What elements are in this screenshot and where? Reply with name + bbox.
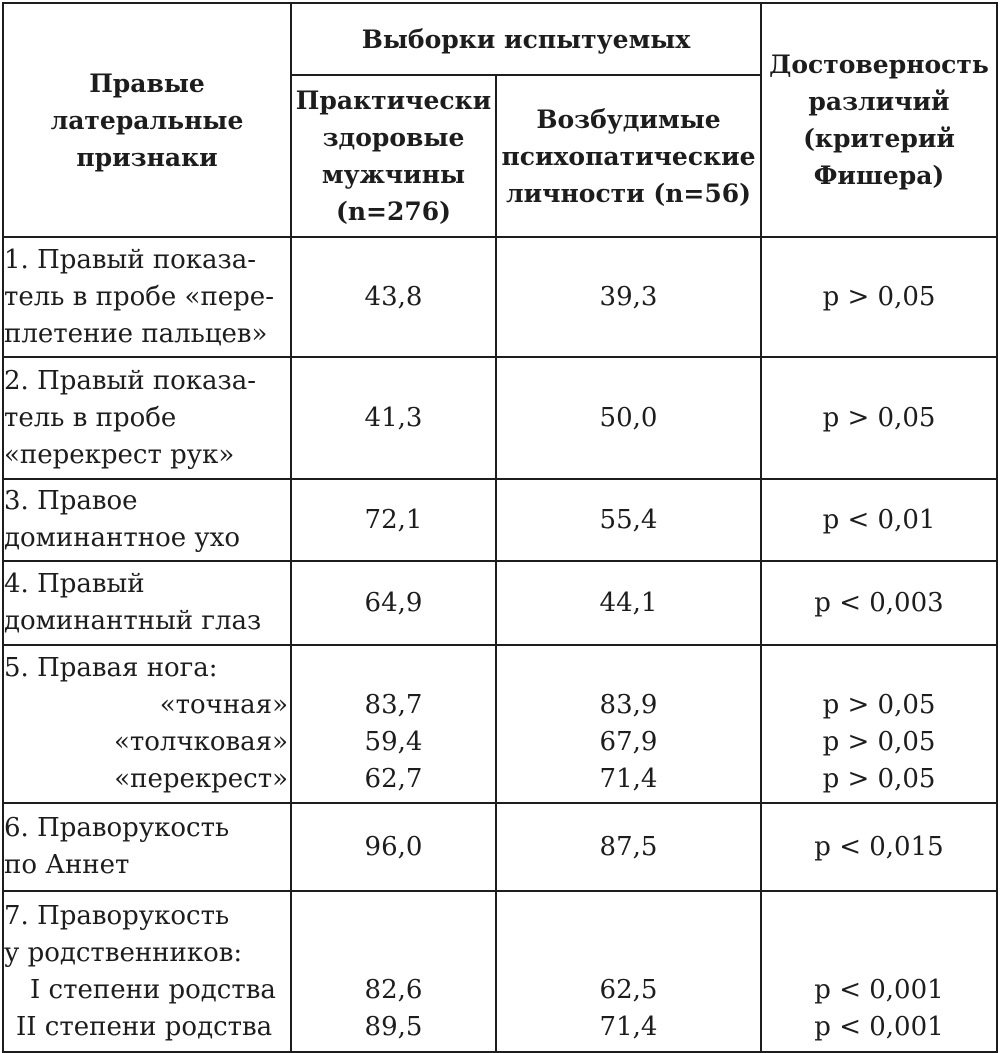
- cell-value: 83,7: [364, 690, 423, 720]
- sub-label: «перекрест»: [114, 764, 288, 794]
- table-row: [3, 645, 997, 803]
- significance-value: p > 0,05: [761, 357, 997, 479]
- table-row: [3, 479, 997, 561]
- cell-value: 83,9: [599, 690, 658, 720]
- row-label: [3, 645, 291, 803]
- significance-value: [761, 645, 997, 803]
- table-row: [3, 561, 997, 645]
- label-line: плетение пальцев»: [4, 318, 268, 349]
- header-text: Возбудимые: [536, 104, 721, 134]
- header-row-1: [3, 3, 997, 75]
- label-line: по Аннет: [4, 850, 130, 880]
- psycho-value: 55,4: [496, 479, 761, 561]
- label-line: тель в пробе «пере-: [4, 281, 274, 312]
- cell-value: p < 0,001: [814, 974, 944, 1005]
- header-col4: [761, 3, 997, 237]
- table-row: [3, 803, 997, 891]
- psycho-value: 87,5: [496, 803, 761, 891]
- psycho-value: [496, 891, 761, 1052]
- header-text: признаки: [76, 142, 218, 172]
- significance-value: p < 0,015: [761, 803, 997, 891]
- header-col3: [496, 75, 761, 237]
- cell-value: 62,7: [364, 764, 423, 794]
- table-row: [3, 357, 997, 479]
- label-line: «перекрест рук»: [4, 439, 235, 470]
- psycho-value: 44,1: [496, 561, 761, 645]
- row-label: [3, 561, 291, 645]
- header-text: (критерий: [803, 124, 955, 153]
- cell-value: p < 0,001: [814, 1011, 944, 1042]
- label-line: 7. Праворукость: [4, 900, 230, 931]
- healthy-value: [291, 645, 496, 803]
- row-label: [3, 479, 291, 561]
- cell-value: 71,4: [599, 764, 658, 794]
- header-text: Правые: [89, 68, 205, 98]
- header-text: (n=276): [336, 197, 451, 226]
- label-line: у родственников:: [4, 937, 243, 968]
- header-group: Выборки испытуемых: [291, 3, 761, 75]
- psycho-value: 50,0: [496, 357, 761, 479]
- table-row: [3, 891, 997, 1052]
- sub-label: I степени родства: [30, 974, 276, 1005]
- label-line: тель в пробе: [4, 402, 177, 433]
- healthy-value: 96,0: [291, 803, 496, 891]
- significance-value: p < 0,01: [761, 479, 997, 561]
- cell-value: 71,4: [599, 1011, 658, 1042]
- header-text: личности (n=56): [506, 178, 751, 208]
- cell-value: 82,6: [364, 974, 423, 1005]
- header-text: Фишера): [813, 161, 945, 190]
- row-label: [3, 237, 291, 357]
- healthy-value: [291, 891, 496, 1052]
- header-text: латеральные: [50, 105, 244, 135]
- healthy-value: 72,1: [291, 479, 496, 561]
- cell-value: p > 0,05: [822, 764, 936, 794]
- row-label: [3, 891, 291, 1052]
- cell-value: 59,4: [364, 727, 423, 757]
- row-label: [3, 357, 291, 479]
- sub-label: II степени родства: [16, 1011, 273, 1042]
- label-line: доминантное ухо: [4, 523, 241, 553]
- label-line: 1. Правый показа-: [4, 244, 257, 275]
- cell-value: p > 0,05: [822, 690, 936, 720]
- healthy-value: 41,3: [291, 357, 496, 479]
- cell-value: p > 0,05: [822, 727, 936, 757]
- significance-value: p > 0,05: [761, 237, 997, 357]
- row-label: [3, 803, 291, 891]
- psycho-value: 39,3: [496, 237, 761, 357]
- header-text: Достоверность: [769, 50, 989, 79]
- cell-value: 67,9: [599, 727, 658, 757]
- sub-label: «точная»: [159, 690, 288, 720]
- header-text: здоровые: [322, 123, 465, 152]
- label-line: 5. Правая нога:: [4, 653, 218, 683]
- header-col2: [291, 75, 496, 237]
- label-line: 4. Правый: [4, 569, 145, 599]
- healthy-value: 43,8: [291, 237, 496, 357]
- label-line: 3. Правое: [4, 486, 138, 516]
- significance-value: [761, 891, 997, 1052]
- data-table: [2, 2, 998, 1053]
- header-col1: [3, 3, 291, 237]
- sub-label: «толчковая»: [113, 727, 288, 757]
- cell-value: 89,5: [364, 1011, 423, 1042]
- significance-value: p < 0,003: [761, 561, 997, 645]
- label-line: доминантный глаз: [4, 606, 262, 636]
- header-text: мужчины: [321, 160, 466, 189]
- cell-value: 62,5: [599, 974, 658, 1005]
- header-text: различий: [808, 87, 950, 116]
- header-text: психопатические: [501, 141, 756, 171]
- header-text: Практически: [295, 86, 492, 115]
- label-line: 2. Правый показа-: [4, 365, 257, 396]
- healthy-value: 64,9: [291, 561, 496, 645]
- psycho-value: [496, 645, 761, 803]
- label-line: 6. Праворукость: [4, 813, 230, 843]
- table-row: [3, 237, 997, 357]
